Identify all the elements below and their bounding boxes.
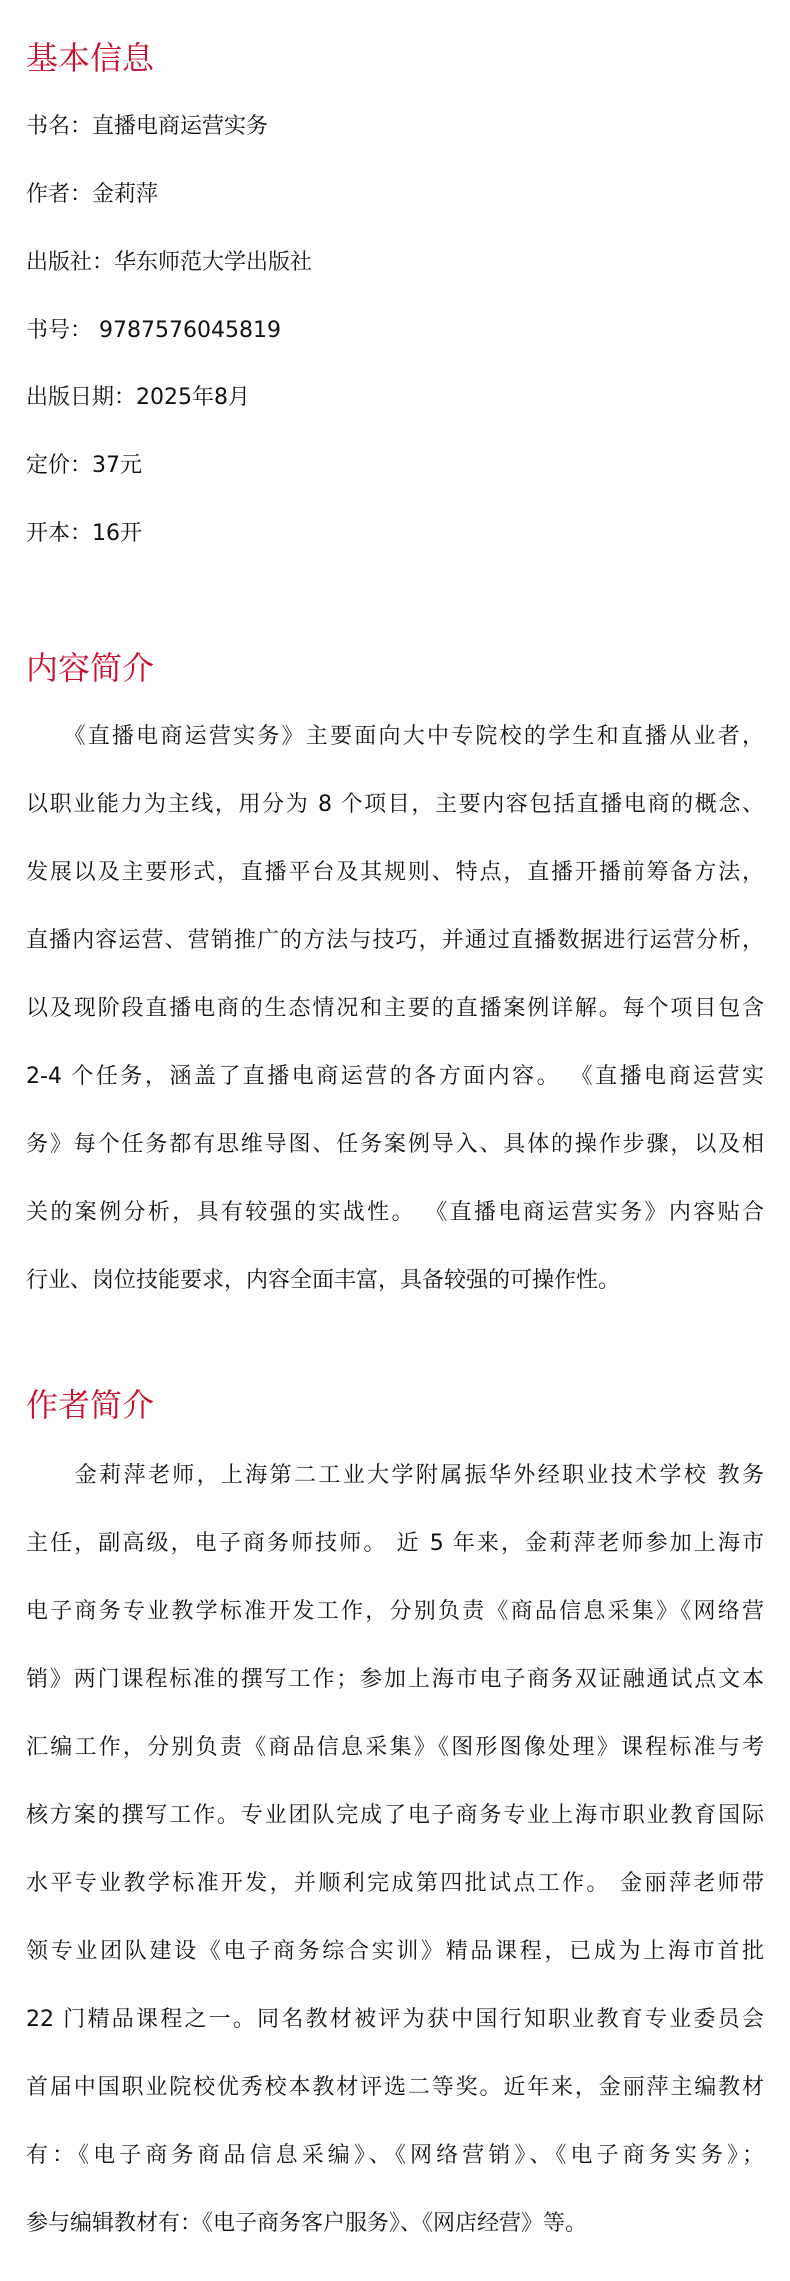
info-value: 直播电商运营实务 (92, 114, 269, 139)
author-line: 水平专业教学标准开发，并顺利完成第四批试点工作。 金丽萍老师带 (26, 1871, 764, 1896)
info-label: 作者： (26, 182, 93, 207)
info-row-book-title (26, 112, 268, 142)
info-row-publish-date (26, 383, 250, 413)
info-value: 37元 (92, 453, 143, 478)
summary-line: 《直播电商运营实务》主要面向大中专院校的学生和直播从业者， (26, 724, 764, 749)
author-paragraph (26, 1442, 764, 2258)
info-label: 出版社： (26, 250, 115, 275)
info-row-publisher (26, 248, 312, 278)
author-line: 金莉萍老师，上海第二工业大学附属振华外经职业技术学校 教务 (26, 1463, 764, 1488)
author-line: 首届中国职业院校优秀校本教材评选二等奖。近年来，金丽萍主编教材 (26, 2075, 764, 2100)
basic-info-heading: 基本信息 (26, 39, 155, 77)
summary-heading: 内容简介 (26, 649, 155, 687)
author-line: 电子商务专业教学标准开发工作，分别负责《商品信息采集》《网络营 (26, 1599, 764, 1624)
author-line: 销》两门课程标准的撰写工作；参加上海市电子商务双证融通试点文本 (26, 1667, 764, 1692)
info-label: 书名： (26, 114, 93, 139)
summary-paragraph (26, 703, 764, 1315)
author-line: 有：《电子商务商品信息采编》、《网络营销》、《电子商务实务》； (26, 2143, 764, 2168)
author-heading: 作者简介 (26, 1386, 155, 1424)
info-label: 开本： (26, 521, 93, 546)
summary-line: 务》每个任务都有思维导图、任务案例导入、具体的操作步骤，以及相 (26, 1132, 764, 1157)
summary-line: 发展以及主要形式，直播平台及其规则、特点，直播开播前筹备方法， (26, 860, 764, 885)
author-line: 汇编工作，分别负责《商品信息采集》《图形图像处理》课程标准与考 (26, 1735, 764, 1760)
info-row-isbn (26, 316, 281, 346)
info-label: 书号： (26, 318, 99, 343)
author-line: 领专业团队建设《电子商务综合实训》精品课程，已成为上海市首批 (26, 1939, 764, 1964)
info-value: 华东师范大学出版社 (114, 250, 313, 275)
summary-line: 以及现阶段直播电商的生态情况和主要的直播案例详解。每个项目包含 (26, 996, 764, 1021)
info-row-format (26, 519, 142, 549)
summary-line: 2-4 个任务，涵盖了直播电商运营的各方面内容。 《直播电商运营实 (26, 1064, 764, 1089)
author-line: 参与编辑教材有：《电子商务客户服务》、《网店经营》等。 (26, 2211, 588, 2236)
author-line: 核方案的撰写工作。专业团队完成了电子商务专业上海市职业教育国际 (26, 1803, 764, 1828)
info-value: 16开 (92, 521, 143, 546)
summary-line: 直播内容运营、营销推广的方法与技巧，并通过直播数据进行运营分析， (26, 928, 764, 953)
author-line: 22 门精品课程之一。同名教材被评为获中国行知职业教育专业委员会 (26, 2007, 764, 2032)
info-row-price (26, 451, 142, 481)
info-value: 金莉萍 (92, 182, 159, 207)
info-label: 定价： (26, 453, 93, 478)
info-row-author (26, 180, 158, 210)
summary-line: 行业、岗位技能要求，内容全面丰富，具备较强的可操作性。 (26, 1268, 621, 1293)
info-value: 9787576045819 (99, 318, 281, 343)
info-value: 2025年8月 (136, 385, 251, 410)
summary-line: 关的案例分析，具有较强的实战性。 《直播电商运营实务》内容贴合 (26, 1200, 764, 1225)
author-line: 主任，副高级，电子商务师技师。 近 5 年来，金莉萍老师参加上海市 (26, 1531, 764, 1556)
summary-line: 以职业能力为主线，用分为 8 个项目，主要内容包括直播电商的概念、 (26, 792, 764, 817)
info-label: 出版日期： (26, 385, 137, 410)
